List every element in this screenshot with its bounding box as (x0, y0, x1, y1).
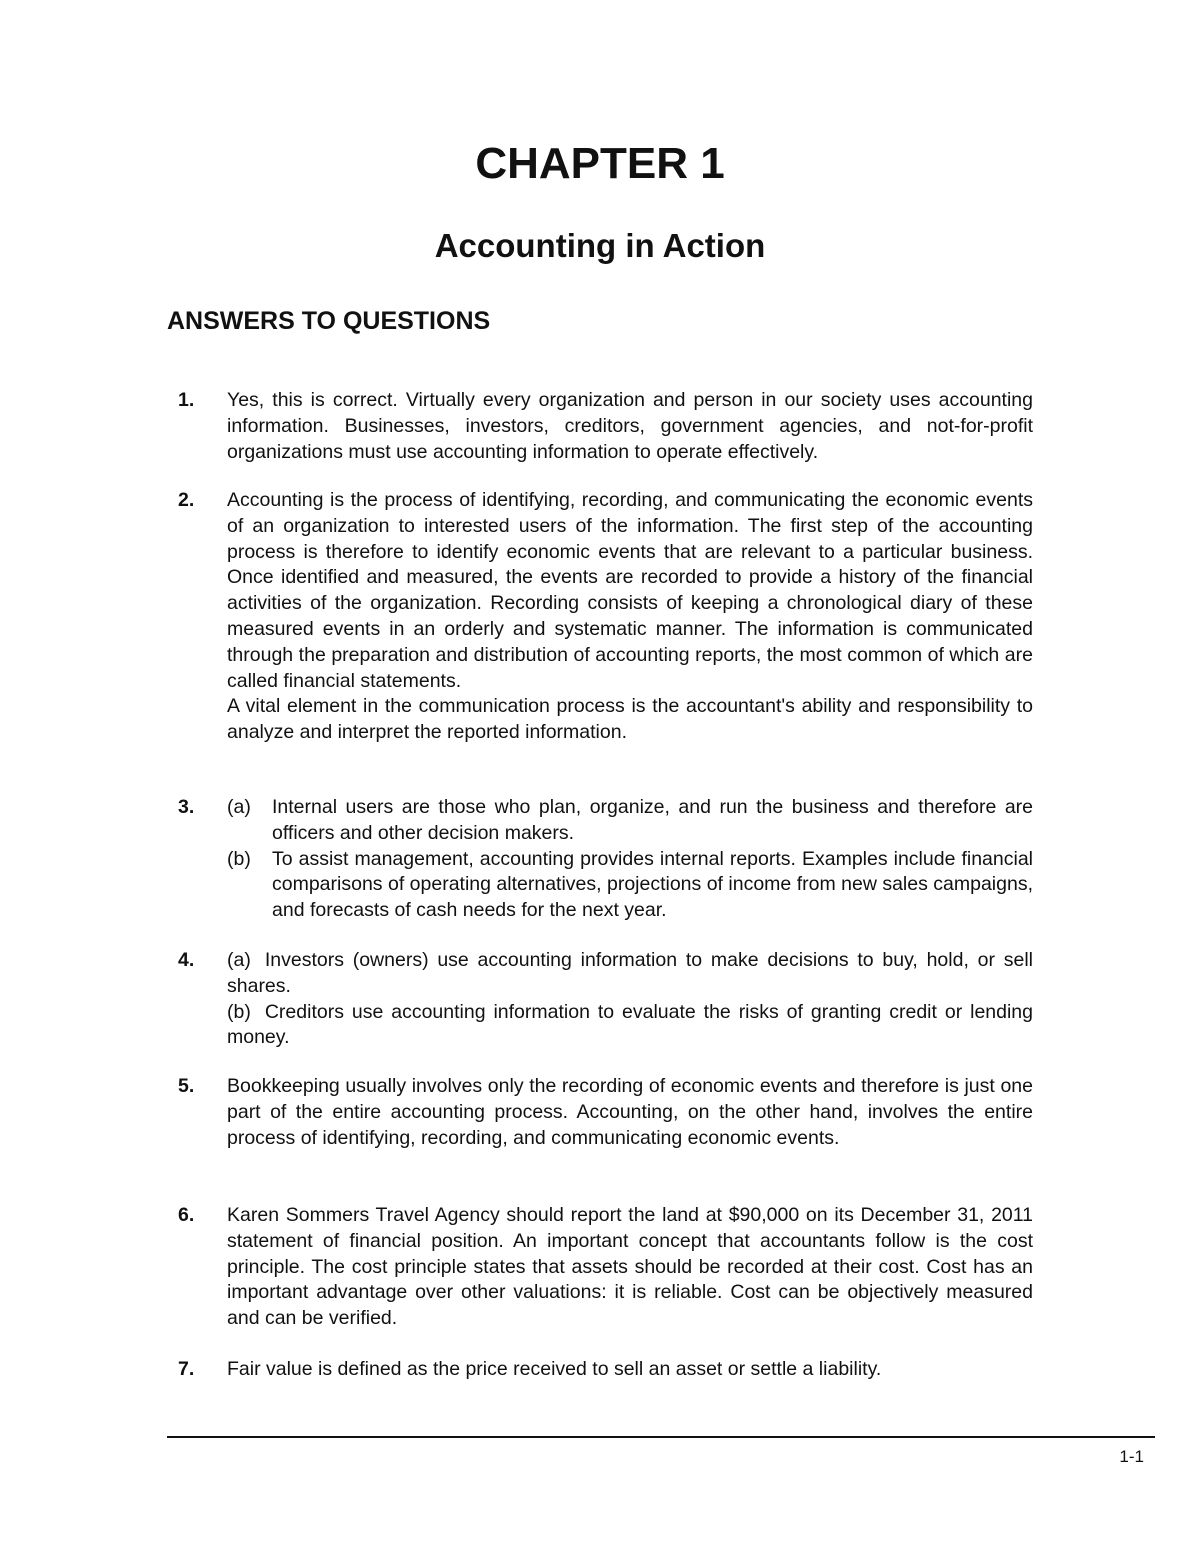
answer-body (227, 1203, 1033, 1332)
footer-divider (167, 1436, 1155, 1438)
answer-subpart (227, 948, 1033, 1000)
section-heading: ANSWERS TO QUESTIONS (167, 307, 491, 335)
subpart-label: (b) (227, 847, 251, 870)
answer-number: 1. (178, 389, 195, 411)
answer-number: 3. (178, 796, 195, 818)
answer-number: 7. (178, 1358, 195, 1380)
answer-paragraph: Yes, this is correct. Virtually every organization and person in our society uses accounting information. Businesses, investors, creditors, government agencies, and not-for-profit organizations must use accounting information to operate effectively. (227, 389, 1033, 463)
subpart-text: Internal users are those who plan, organize, and run the business and therefore are officers and other decision makers. (272, 796, 1033, 844)
subpart-text: Creditors use accounting information to evaluate the risks of granting credit or lending money. (227, 1000, 1033, 1049)
answer-body (227, 1074, 1033, 1151)
answer-body (227, 488, 1033, 746)
page-number: 1-1 (1119, 1447, 1144, 1466)
answer-subpart (227, 847, 1033, 924)
answer-number: 4. (178, 949, 195, 971)
answer-paragraph: Bookkeeping usually involves only the recording of economic events and therefore is just one part of the entire accounting process. Accounting, on the other hand, involves the entire process of identifying, recording, and communicating economic events. (227, 1075, 1033, 1149)
answer-subpart (227, 1000, 1033, 1052)
answer-paragraph: Karen Sommers Travel Agency should report the land at $90,000 on its December 31, 2011 statement of financial position. An important concept that accountants follow is the cost principle. The cost principle states that assets should be recorded at their cost. Cost has an important advantage over other valuations: it is reliable. Cost can be objectively measured and can be verified. (227, 1204, 1033, 1330)
answer-number: 5. (178, 1075, 195, 1097)
answer-paragraph: Accounting is the process of identifying, recording, and communicating the economic events of an organization to interested users of the information. The first step of the accounting process is therefore to identify economic events that are relevant to a particular business. Once identified and measured, the events are recorded to provide a history of the financial activities of the organization. Recording consists of keeping a chronological diary of these measured events in an orderly and systematic manner. The information is communicated through the preparation and distribution of accounting reports, the most common of which are called financial statements. (227, 489, 1033, 692)
answer-subpart (227, 795, 1033, 847)
answer-body (227, 388, 1033, 465)
chapter-title: CHAPTER 1 (475, 139, 725, 188)
answer-number: 6. (178, 1204, 195, 1226)
answer-body (227, 1357, 1033, 1383)
subpart-label: (a) (227, 796, 251, 818)
answer-body (227, 795, 1033, 924)
answer-number: 2. (178, 489, 195, 511)
chapter-subtitle: Accounting in Action (434, 227, 766, 264)
answer-paragraph: A vital element in the communication process is the accountant's ability and responsibility to analyze and interpret the reported information. (227, 695, 1033, 744)
answer-body (227, 948, 1033, 1051)
subpart-text: Investors (owners) use accounting information to make decisions to buy, hold, or sell shares. (227, 949, 1033, 997)
subpart-label: (b) (227, 1000, 251, 1023)
subpart-label: (a) (227, 949, 251, 971)
subpart-text: To assist management, accounting provides internal reports. Examples include financial comparisons of operating alternatives, projections of income from new sales campaigns, and forecasts of cash needs for the next year. (272, 847, 1033, 922)
answer-paragraph: Fair value is defined as the price received to sell an asset or settle a liability. (227, 1358, 882, 1380)
